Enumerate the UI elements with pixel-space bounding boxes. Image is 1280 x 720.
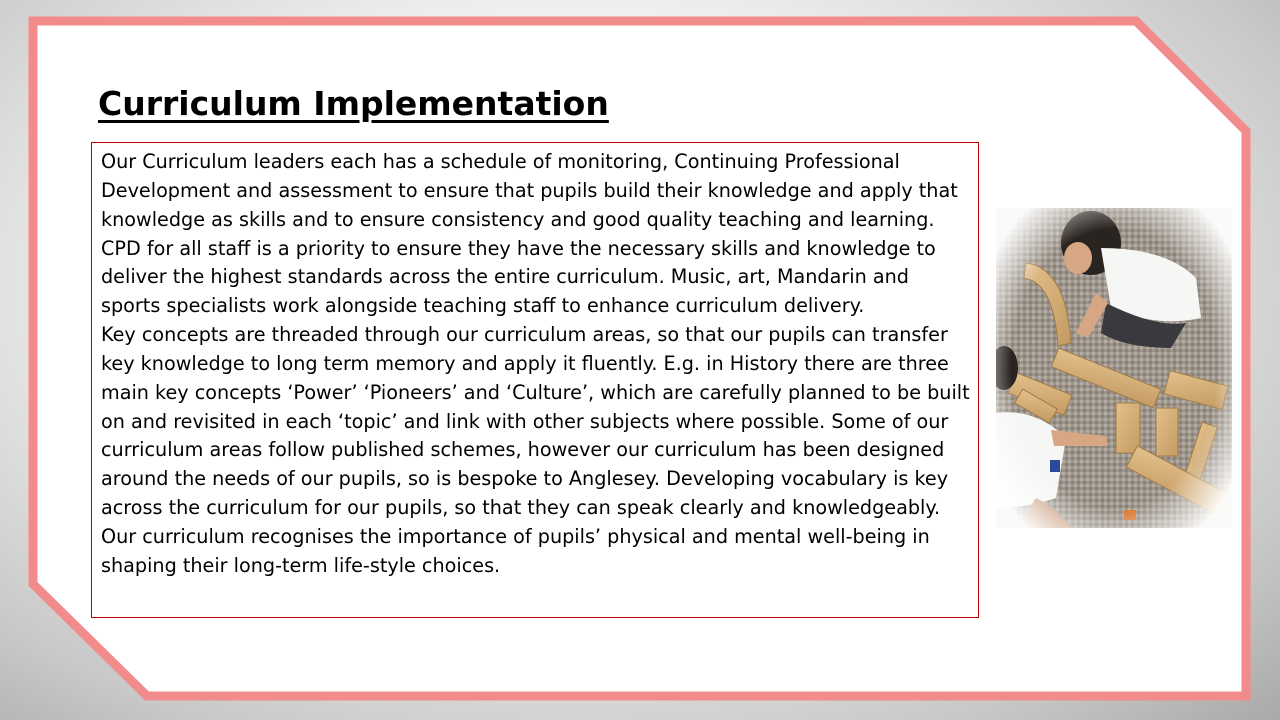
paragraph-monitoring: Our Curriculum leaders each has a schedule of monitoring, Continuing Professional Development and assessment to ensure that pupils build their knowledge and apply that knowledge as skills and to ensure consistency and good quality teaching and learning. [101, 150, 958, 231]
paragraph-well-being: Our curriculum recognises the importance of pupils’ physical and mental well-being in shaping their long-term life-style choices. [101, 524, 930, 577]
paragraph-key-concepts: Key concepts are threaded through our curriculum areas, so that our pupils can transfer key knowledge to long term memory and apply it fluently. E.g. in History there are three main key concepts ‘Power’ ‘Pioneers’ and ‘Culture’, which are carefully planned to be built on and revisited in each ‘topic’ and link with other subjects where possible. Some of our curriculum areas follow published schemes, however our curriculum has been designed around the needs of our pupils, so is bespoke to Anglesey. Developing vocabulary is key across the curriculum for our pupils, so that they can speak clearly and knowledgeably. [101, 323, 970, 520]
slide-title: Curriculum Implementation [98, 84, 609, 123]
body-text-box [91, 142, 979, 618]
paragraph-cpd: CPD for all staff is a priority to ensure they have the necessary skills and knowledge to deliver the highest standards across the entire curriculum. Music, art, Mandarin and sports specialists work alongside teaching staff to enhance curriculum delivery. [101, 236, 936, 318]
children-building-blocks-photo [996, 208, 1232, 528]
